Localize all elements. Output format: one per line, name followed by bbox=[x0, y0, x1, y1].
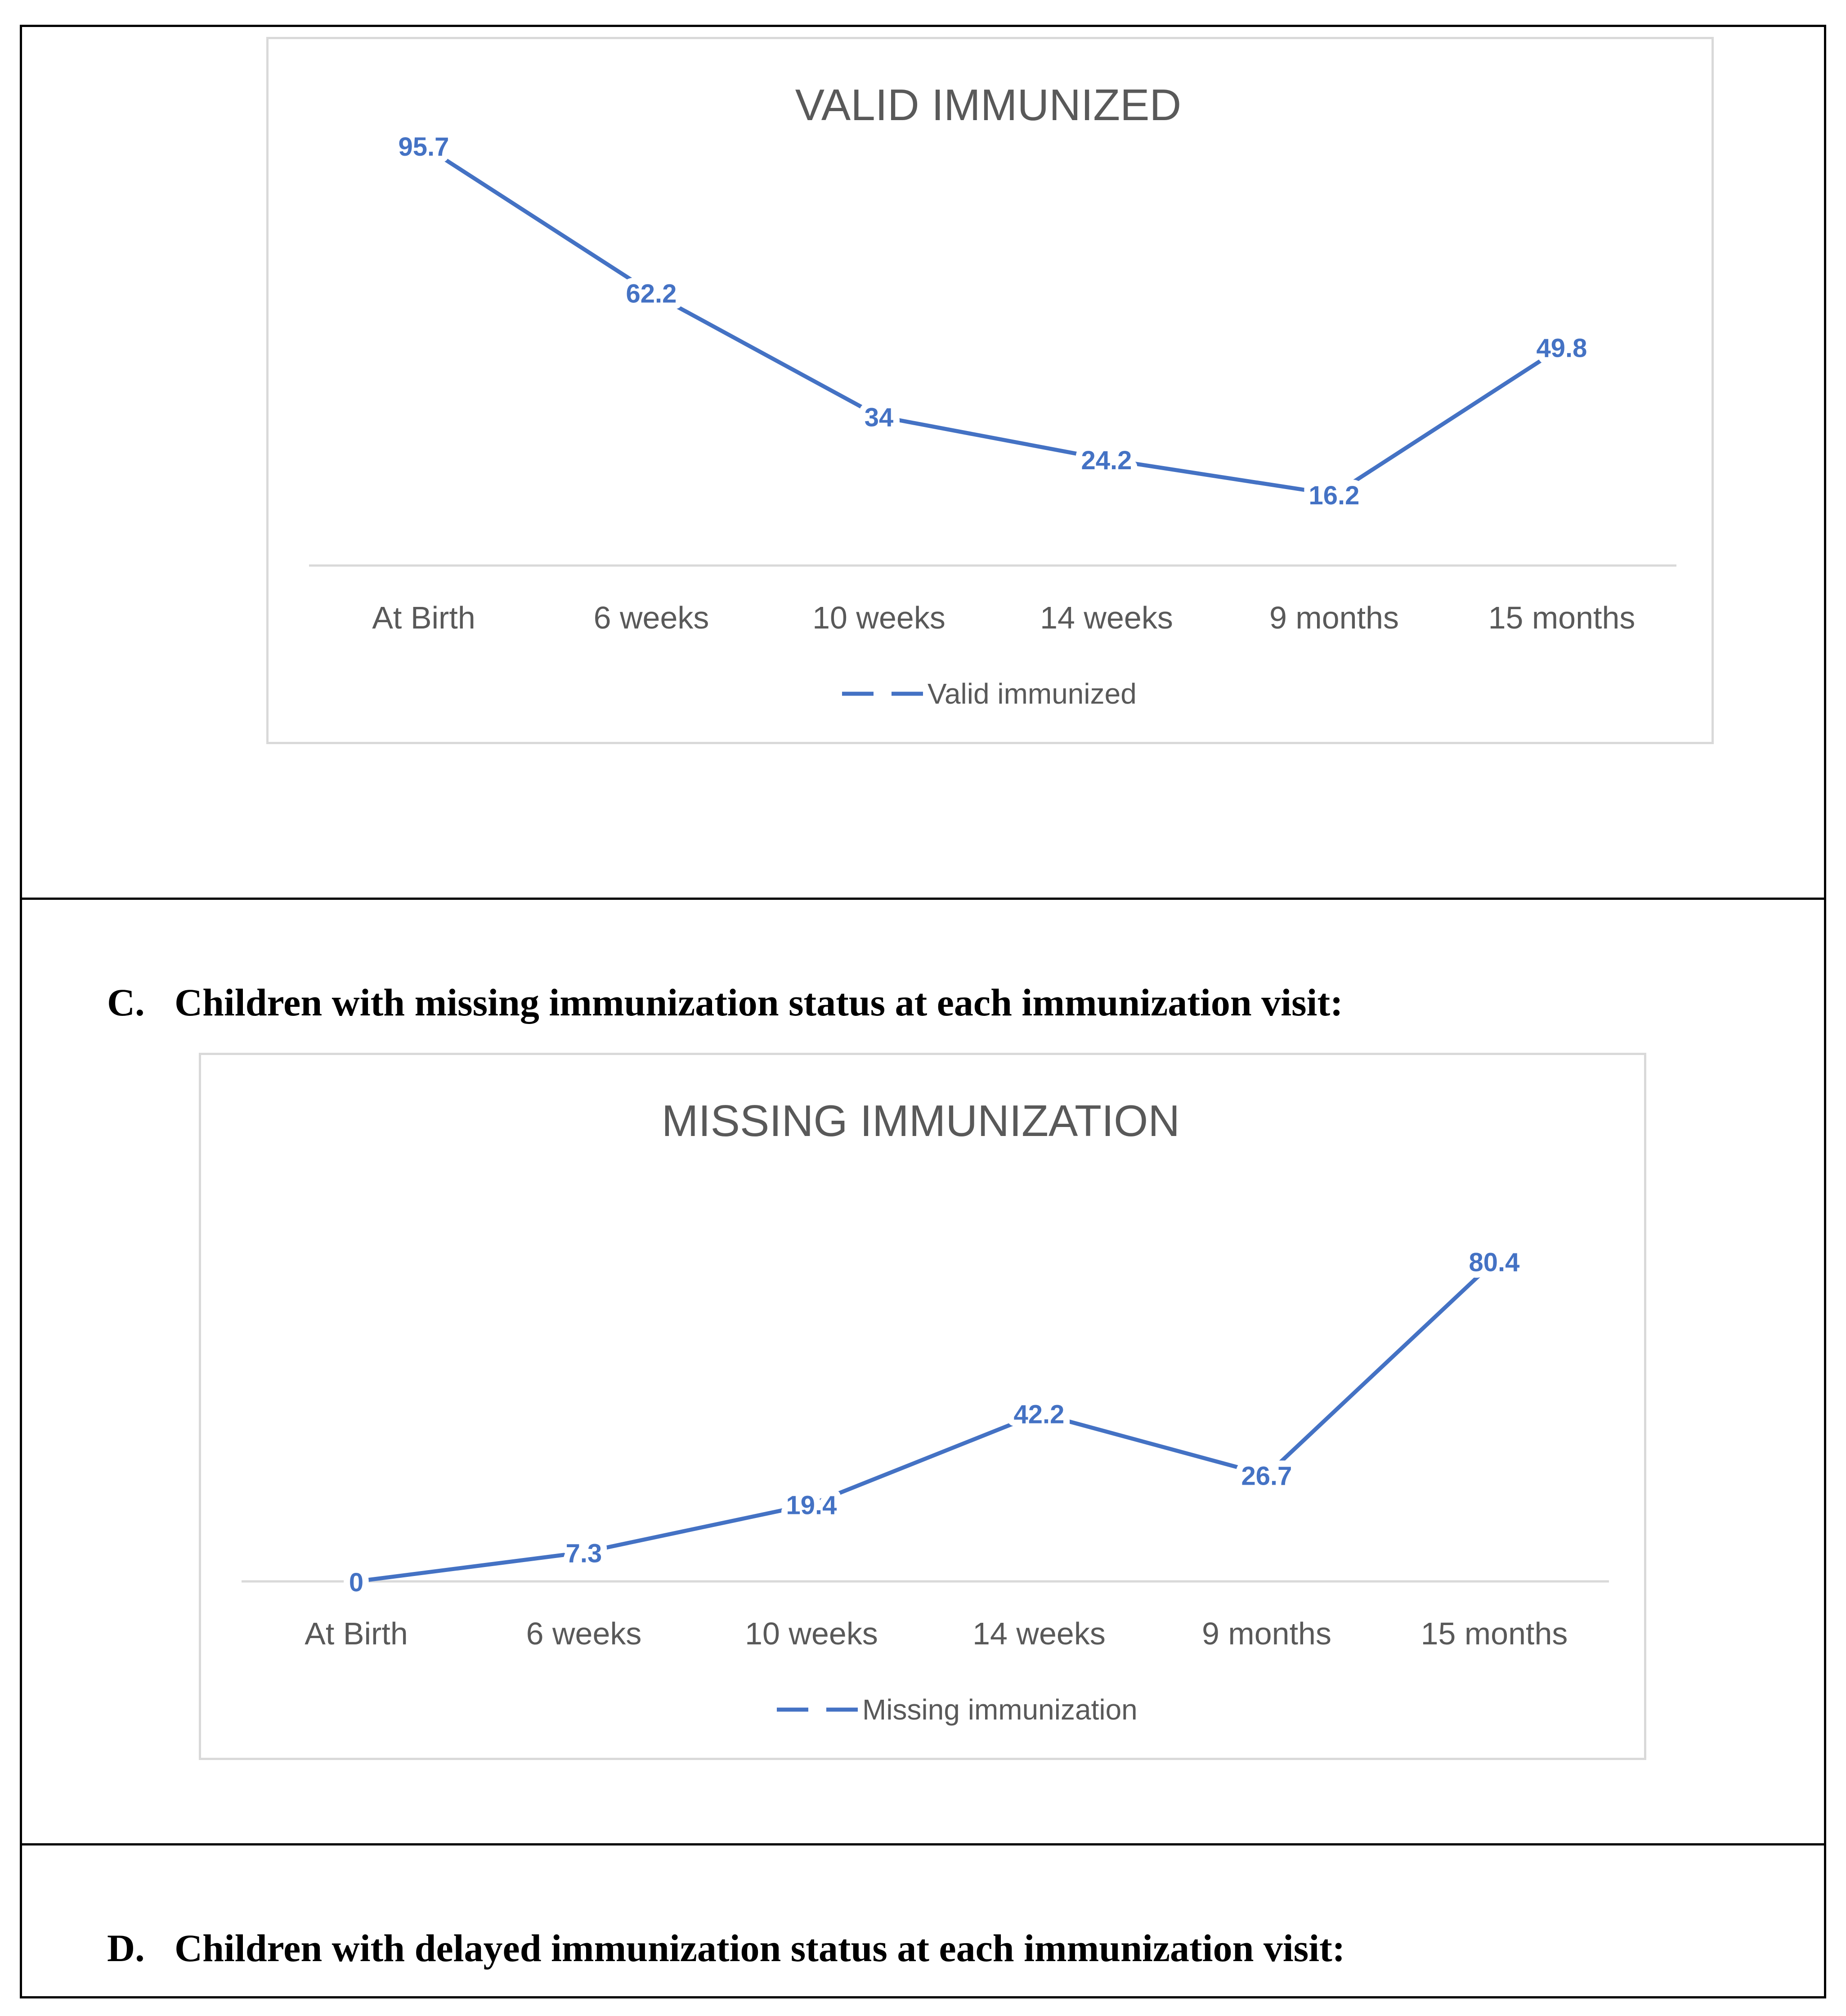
x-tick-label: 9 months bbox=[1269, 600, 1399, 635]
section-d-text: Children with delayed immunization status at each immunization visit: bbox=[175, 1926, 1345, 1970]
data-label: 7.3 bbox=[565, 1539, 602, 1568]
x-tick-label: 6 weeks bbox=[526, 1616, 642, 1651]
x-tick-label: At Birth bbox=[372, 600, 475, 635]
chart-title: MISSING IMMUNIZATION bbox=[661, 1096, 1180, 1145]
valid-immunized-line bbox=[424, 146, 1562, 494]
x-tick-label: 10 weeks bbox=[745, 1616, 878, 1651]
data-label: 24.2 bbox=[1081, 446, 1132, 475]
x-tick-label: 6 weeks bbox=[593, 600, 709, 635]
section-c-heading bbox=[107, 980, 1343, 1025]
x-tick-label: 14 weeks bbox=[972, 1616, 1106, 1651]
section-c-text: Children with missing immunization status at each immunization visit: bbox=[175, 981, 1343, 1024]
section-d-letter: D. bbox=[107, 1926, 145, 1970]
data-label: 95.7 bbox=[398, 132, 449, 162]
x-tick-label: 15 months bbox=[1488, 600, 1635, 635]
section-divider bbox=[20, 1843, 1826, 1845]
valid-immunized-chart bbox=[266, 37, 1714, 744]
x-tick-label: 10 weeks bbox=[812, 600, 945, 635]
data-label: 49.8 bbox=[1536, 333, 1587, 363]
data-label: 0 bbox=[349, 1568, 364, 1597]
valid-immunized-chart-svg bbox=[269, 39, 1716, 746]
x-tick-label: 9 months bbox=[1202, 1616, 1331, 1651]
section-c-letter: C. bbox=[107, 981, 145, 1024]
data-label: 34 bbox=[864, 403, 894, 432]
data-label: 62.2 bbox=[626, 279, 677, 309]
data-label: 80.4 bbox=[1469, 1248, 1520, 1277]
chart-title: VALID IMMUNIZED bbox=[795, 80, 1182, 130]
x-tick-label: 15 months bbox=[1420, 1616, 1568, 1651]
section-divider bbox=[20, 898, 1826, 900]
data-label: 26.7 bbox=[1241, 1461, 1292, 1491]
missing-immunization-chart-svg bbox=[201, 1055, 1649, 1762]
missing-immunization-chart bbox=[199, 1053, 1646, 1760]
legend-label: Missing immunization bbox=[862, 1693, 1138, 1726]
x-tick-label: 14 weeks bbox=[1040, 600, 1173, 635]
x-tick-label: At Birth bbox=[305, 1616, 408, 1651]
section-d-heading bbox=[107, 1926, 1345, 1971]
missing-immunization-line bbox=[356, 1262, 1494, 1582]
data-label: 19.4 bbox=[786, 1491, 837, 1520]
data-label: 42.2 bbox=[1013, 1400, 1065, 1429]
legend-label: Valid immunized bbox=[927, 678, 1137, 710]
data-label: 16.2 bbox=[1308, 481, 1360, 510]
